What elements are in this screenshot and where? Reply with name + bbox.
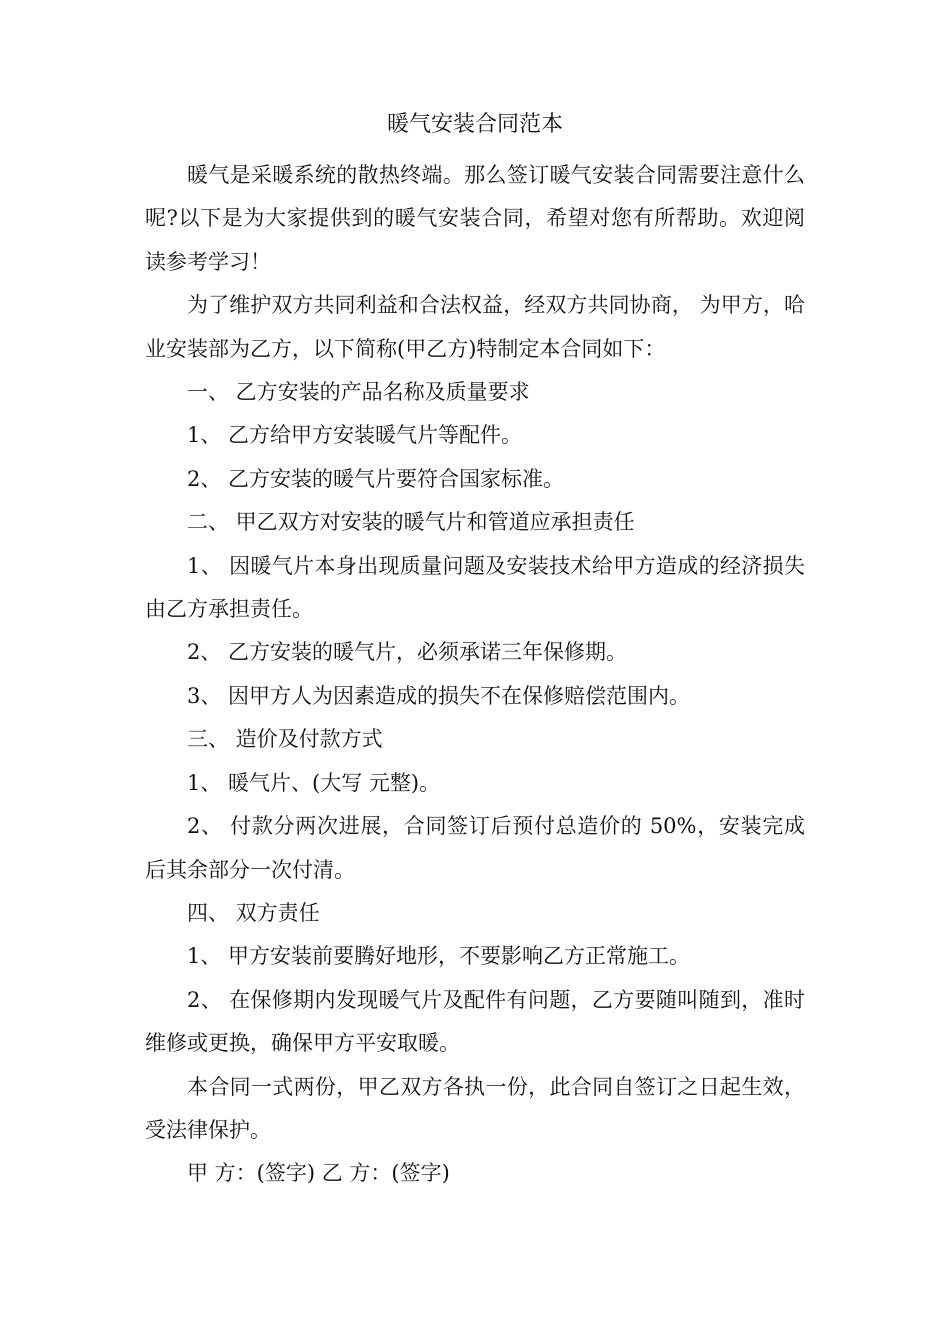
section-heading: 三、 造价及付款方式 bbox=[187, 727, 383, 752]
section-heading: 一、 乙方安装的产品名称及质量要求 bbox=[187, 380, 530, 405]
section-heading: 四、 双方责任 bbox=[187, 900, 320, 925]
signature-line: 甲 方：(签字) 乙 方：(签字) bbox=[187, 1161, 450, 1186]
clause-item: 2、 在保修期内发现暖气片及配件有问题，乙方要随叫随到，准时维修或更换，确保甲方平安取暖。 bbox=[145, 987, 805, 1056]
clause-item: 1、 甲方安装前要腾好地形，不要影响乙方正常施工。 bbox=[187, 944, 691, 969]
clause-item: 2、 付款分两次进展，合同签订后预付总造价的 50%，安装完成后其余部分一次付清。 bbox=[145, 814, 805, 882]
clause-item: 1、 因暖气片本身出现质量问题及安装技术给甲方造成的经济损失由乙方承担责任。 bbox=[145, 553, 805, 622]
clause-item: 3、 因甲方人为因素造成的损失不在保修赔偿范围内。 bbox=[187, 683, 691, 708]
clause-item: 2、 乙方安装的暖气片要符合国家标准。 bbox=[187, 466, 565, 491]
clause-item: 1、 乙方给甲方安装暖气片等配件。 bbox=[187, 423, 523, 448]
document-body bbox=[145, 154, 805, 1196]
clause-item: 1、 暖气片、(大写 元整)。 bbox=[187, 770, 441, 795]
clause-item: 2、 乙方安装的暖气片，必须承诺三年保修期。 bbox=[187, 640, 628, 665]
intro-paragraph: 暖气是采暖系统的散热终端。那么签订暖气安装合同需要注意什么呢?以下是为大家提供到的暖气安装合同，希望对您有所帮助。欢迎阅读参考学习！ bbox=[145, 163, 805, 274]
preamble-paragraph: 为了维护双方共同利益和合法权益，经双方共同协商， 为甲方，哈业安装部为乙方，以下简称(甲乙方)特制定本合同如下： bbox=[145, 293, 805, 361]
section-heading: 二、 甲乙双方对安装的暖气片和管道应承担责任 bbox=[187, 510, 635, 535]
document-title: 暖气安装合同范本 bbox=[386, 112, 563, 137]
closing-paragraph: 本合同一式两份，甲乙双方各执一份，此合同自签订之日起生效，受法律保护。 bbox=[145, 1074, 805, 1142]
